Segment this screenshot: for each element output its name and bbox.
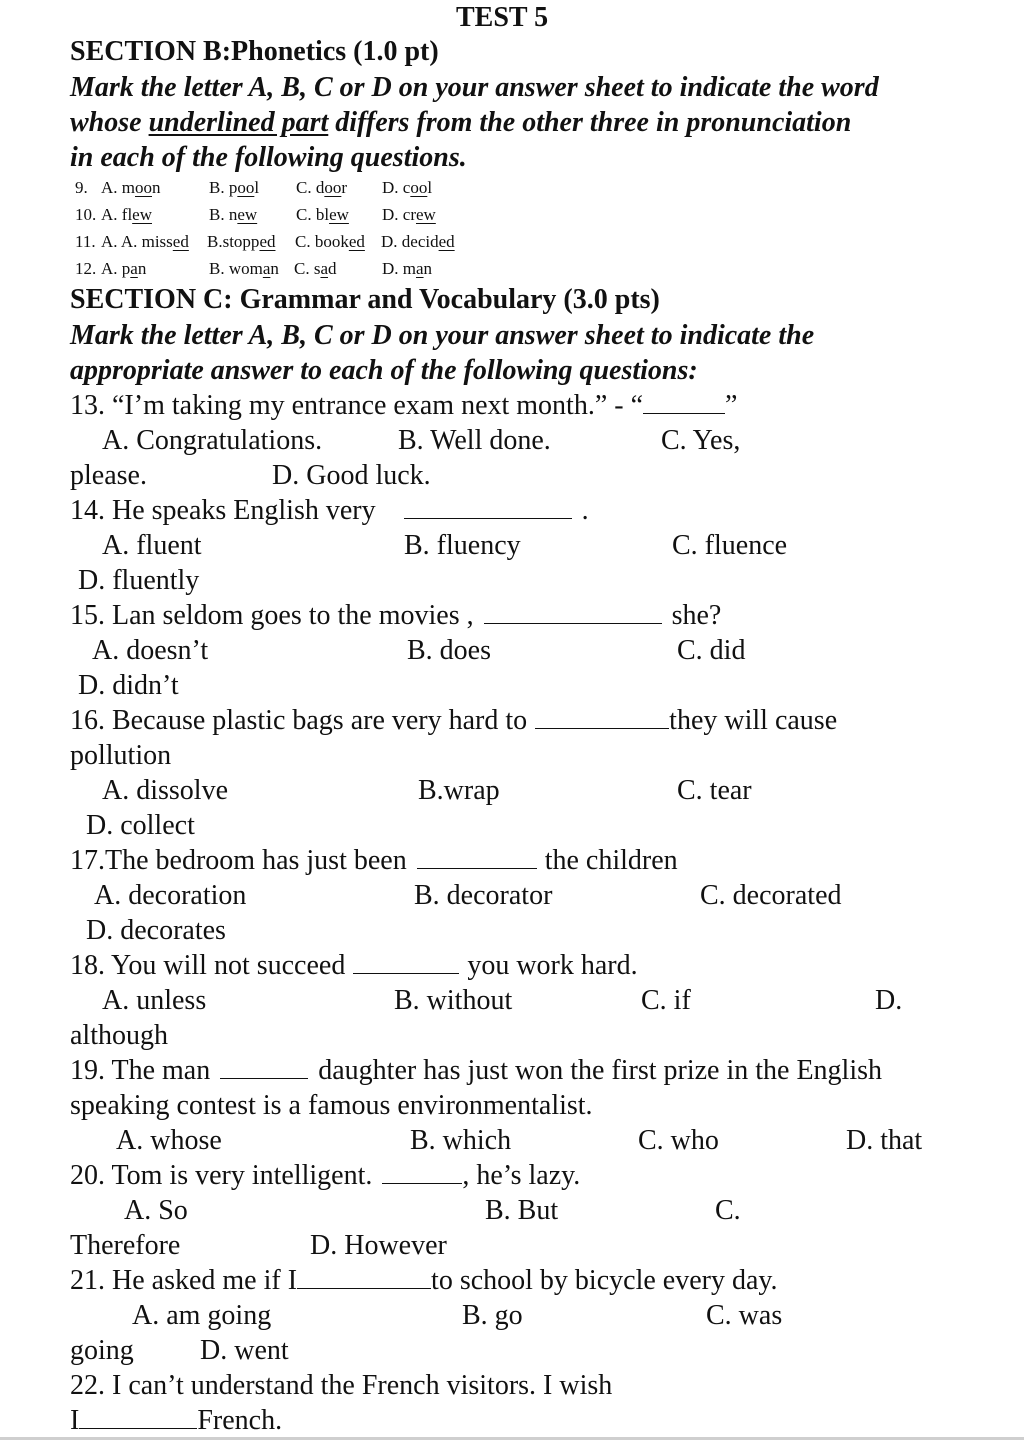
q19-stem: 19. The man daughter has just won the first prize in the English bbox=[70, 1055, 883, 1086]
q9-number: 9. bbox=[75, 178, 88, 197]
q16-option-d: D. collect bbox=[86, 810, 195, 841]
q19-option-a: A. whose bbox=[116, 1125, 222, 1156]
q20-option-a: A. So bbox=[124, 1195, 188, 1226]
q17-option-d: D. decorates bbox=[86, 915, 226, 946]
q22-stem: 22. I can’t understand the French visitors. I wish bbox=[70, 1370, 613, 1401]
q10-number: 10. bbox=[75, 205, 97, 224]
q12-option-c: C. sad bbox=[294, 259, 337, 278]
q13-option-b: B. Well done. bbox=[398, 425, 551, 456]
section-c-instruction-line-1: Mark the letter A, B, C or D on your answer sheet to indicate the bbox=[70, 320, 815, 351]
q14-option-a: A. fluent bbox=[102, 530, 202, 561]
q15-option-c: C. did bbox=[677, 635, 746, 666]
q12-option-a: A. pan bbox=[101, 259, 147, 278]
q20-option-d: D. However bbox=[310, 1230, 447, 1261]
q10-option-b: B. new bbox=[209, 205, 258, 224]
q10-option-d: D. crew bbox=[382, 205, 436, 224]
q15-option-b: B. does bbox=[407, 635, 491, 666]
section-b-instruction-line-3: in each of the following questions. bbox=[70, 142, 467, 173]
q18-option-a: A. unless bbox=[102, 985, 207, 1016]
q20-option-c: C. bbox=[715, 1195, 741, 1226]
q21-option-c: C. was bbox=[706, 1300, 783, 1331]
q15-option-d: D. didn’t bbox=[78, 670, 179, 701]
q13-option-d: D. Good luck. bbox=[272, 460, 431, 491]
q16-stem: 16. Because plastic bags are very hard to they will cause bbox=[70, 705, 838, 736]
q21-stem: 21. He asked me if I to school by bicycle every day. bbox=[70, 1265, 778, 1296]
q13-option-c: C. Yes, bbox=[661, 425, 741, 456]
q21-option-a: A. am going bbox=[132, 1300, 272, 1331]
q21-option-b: B. go bbox=[462, 1300, 523, 1331]
q13-stem: 13. “I’m taking my entrance exam next month.” - “ ” bbox=[70, 390, 738, 421]
q17-option-b: B. decorator bbox=[414, 880, 553, 911]
q18-stem: 18. You will not succeed you work hard. bbox=[70, 950, 638, 981]
q9-option-a: A. moon bbox=[101, 178, 161, 197]
q13-option-a: A. Congratulations. bbox=[102, 425, 323, 456]
q12-option-b: B. woman bbox=[209, 259, 279, 278]
q20-stem: 20. Tom is very intelligent. , he’s lazy. bbox=[70, 1160, 581, 1191]
q22-stem-line-2: I French. bbox=[70, 1405, 283, 1436]
q20-option-b: B. But bbox=[485, 1195, 559, 1226]
q19-option-c: C. who bbox=[638, 1125, 719, 1156]
section-c-heading: SECTION C: Grammar and Vocabulary (3.0 pts) bbox=[70, 284, 660, 315]
q9-option-b: B. pool bbox=[209, 178, 260, 197]
section-b-instruction-line-2 bbox=[70, 109, 851, 137]
q11-option-b: B.stopped bbox=[207, 232, 276, 251]
q17-option-c: C. decorated bbox=[700, 880, 842, 911]
q17-option-a: A. decoration bbox=[94, 880, 247, 911]
q18-option-c: C. if bbox=[641, 985, 691, 1016]
instr-underlined: underlined part bbox=[148, 107, 329, 138]
q16-option-c: C. tear bbox=[677, 775, 752, 806]
section-b-heading: SECTION B:Phonetics (1.0 pt) bbox=[70, 36, 439, 67]
q10-option-c: C. blew bbox=[296, 205, 349, 224]
instr-text: differs from the other three in pronunciation bbox=[328, 107, 852, 138]
q16-option-a: A. dissolve bbox=[102, 775, 228, 806]
q19-option-b: B. which bbox=[410, 1125, 512, 1156]
q19-stem-line-2: speaking contest is a famous environmentalist. bbox=[70, 1090, 593, 1121]
q14-stem: 14. He speaks English very . bbox=[70, 495, 589, 526]
q14-option-c: C. fluence bbox=[672, 530, 788, 561]
q11-option-a: A. A. missed bbox=[101, 232, 189, 251]
q15-option-a: A. doesn’t bbox=[92, 635, 209, 666]
q18-option-d: D. bbox=[875, 985, 903, 1016]
q21-option-d: D. went bbox=[200, 1335, 289, 1366]
q14-option-d: D. fluently bbox=[78, 565, 200, 596]
q17-stem: 17.The bedroom has just been the children bbox=[70, 845, 678, 876]
section-c-instruction-line-2: appropriate answer to each of the following questions: bbox=[70, 355, 698, 386]
q9-option-d: D. cool bbox=[382, 178, 433, 197]
q15-stem: 15. Lan seldom goes to the movies , she? bbox=[70, 600, 722, 631]
instr-text: whose bbox=[70, 107, 149, 138]
q14-option-b: B. fluency bbox=[404, 530, 521, 561]
q16-stem-line-2: pollution bbox=[70, 740, 172, 771]
section-b-instruction-line-1: Mark the letter A, B, C or D on your answer sheet to indicate the word bbox=[70, 72, 879, 103]
q11-number: 11. bbox=[75, 232, 96, 251]
q20-option-c-cont: Therefore bbox=[70, 1230, 181, 1261]
q21-option-c-cont: going bbox=[70, 1335, 134, 1366]
q16-option-b: B.wrap bbox=[418, 775, 500, 806]
q12-option-d: D. man bbox=[382, 259, 433, 278]
test-title: TEST 5 bbox=[456, 2, 549, 33]
q13-option-c-cont: please. bbox=[70, 460, 147, 491]
q9-option-c: C. door bbox=[296, 178, 348, 197]
page-bottom-divider bbox=[0, 1437, 1024, 1440]
q11-option-c: C. booked bbox=[295, 232, 365, 251]
q12-number: 12. bbox=[75, 259, 97, 278]
q10-option-a: A. flew bbox=[101, 205, 152, 224]
q11-option-d: D. decided bbox=[381, 232, 455, 251]
q19-option-d: D. that bbox=[846, 1125, 923, 1156]
q18-option-b: B. without bbox=[394, 985, 513, 1016]
q18-option-d-cont: although bbox=[70, 1020, 168, 1051]
